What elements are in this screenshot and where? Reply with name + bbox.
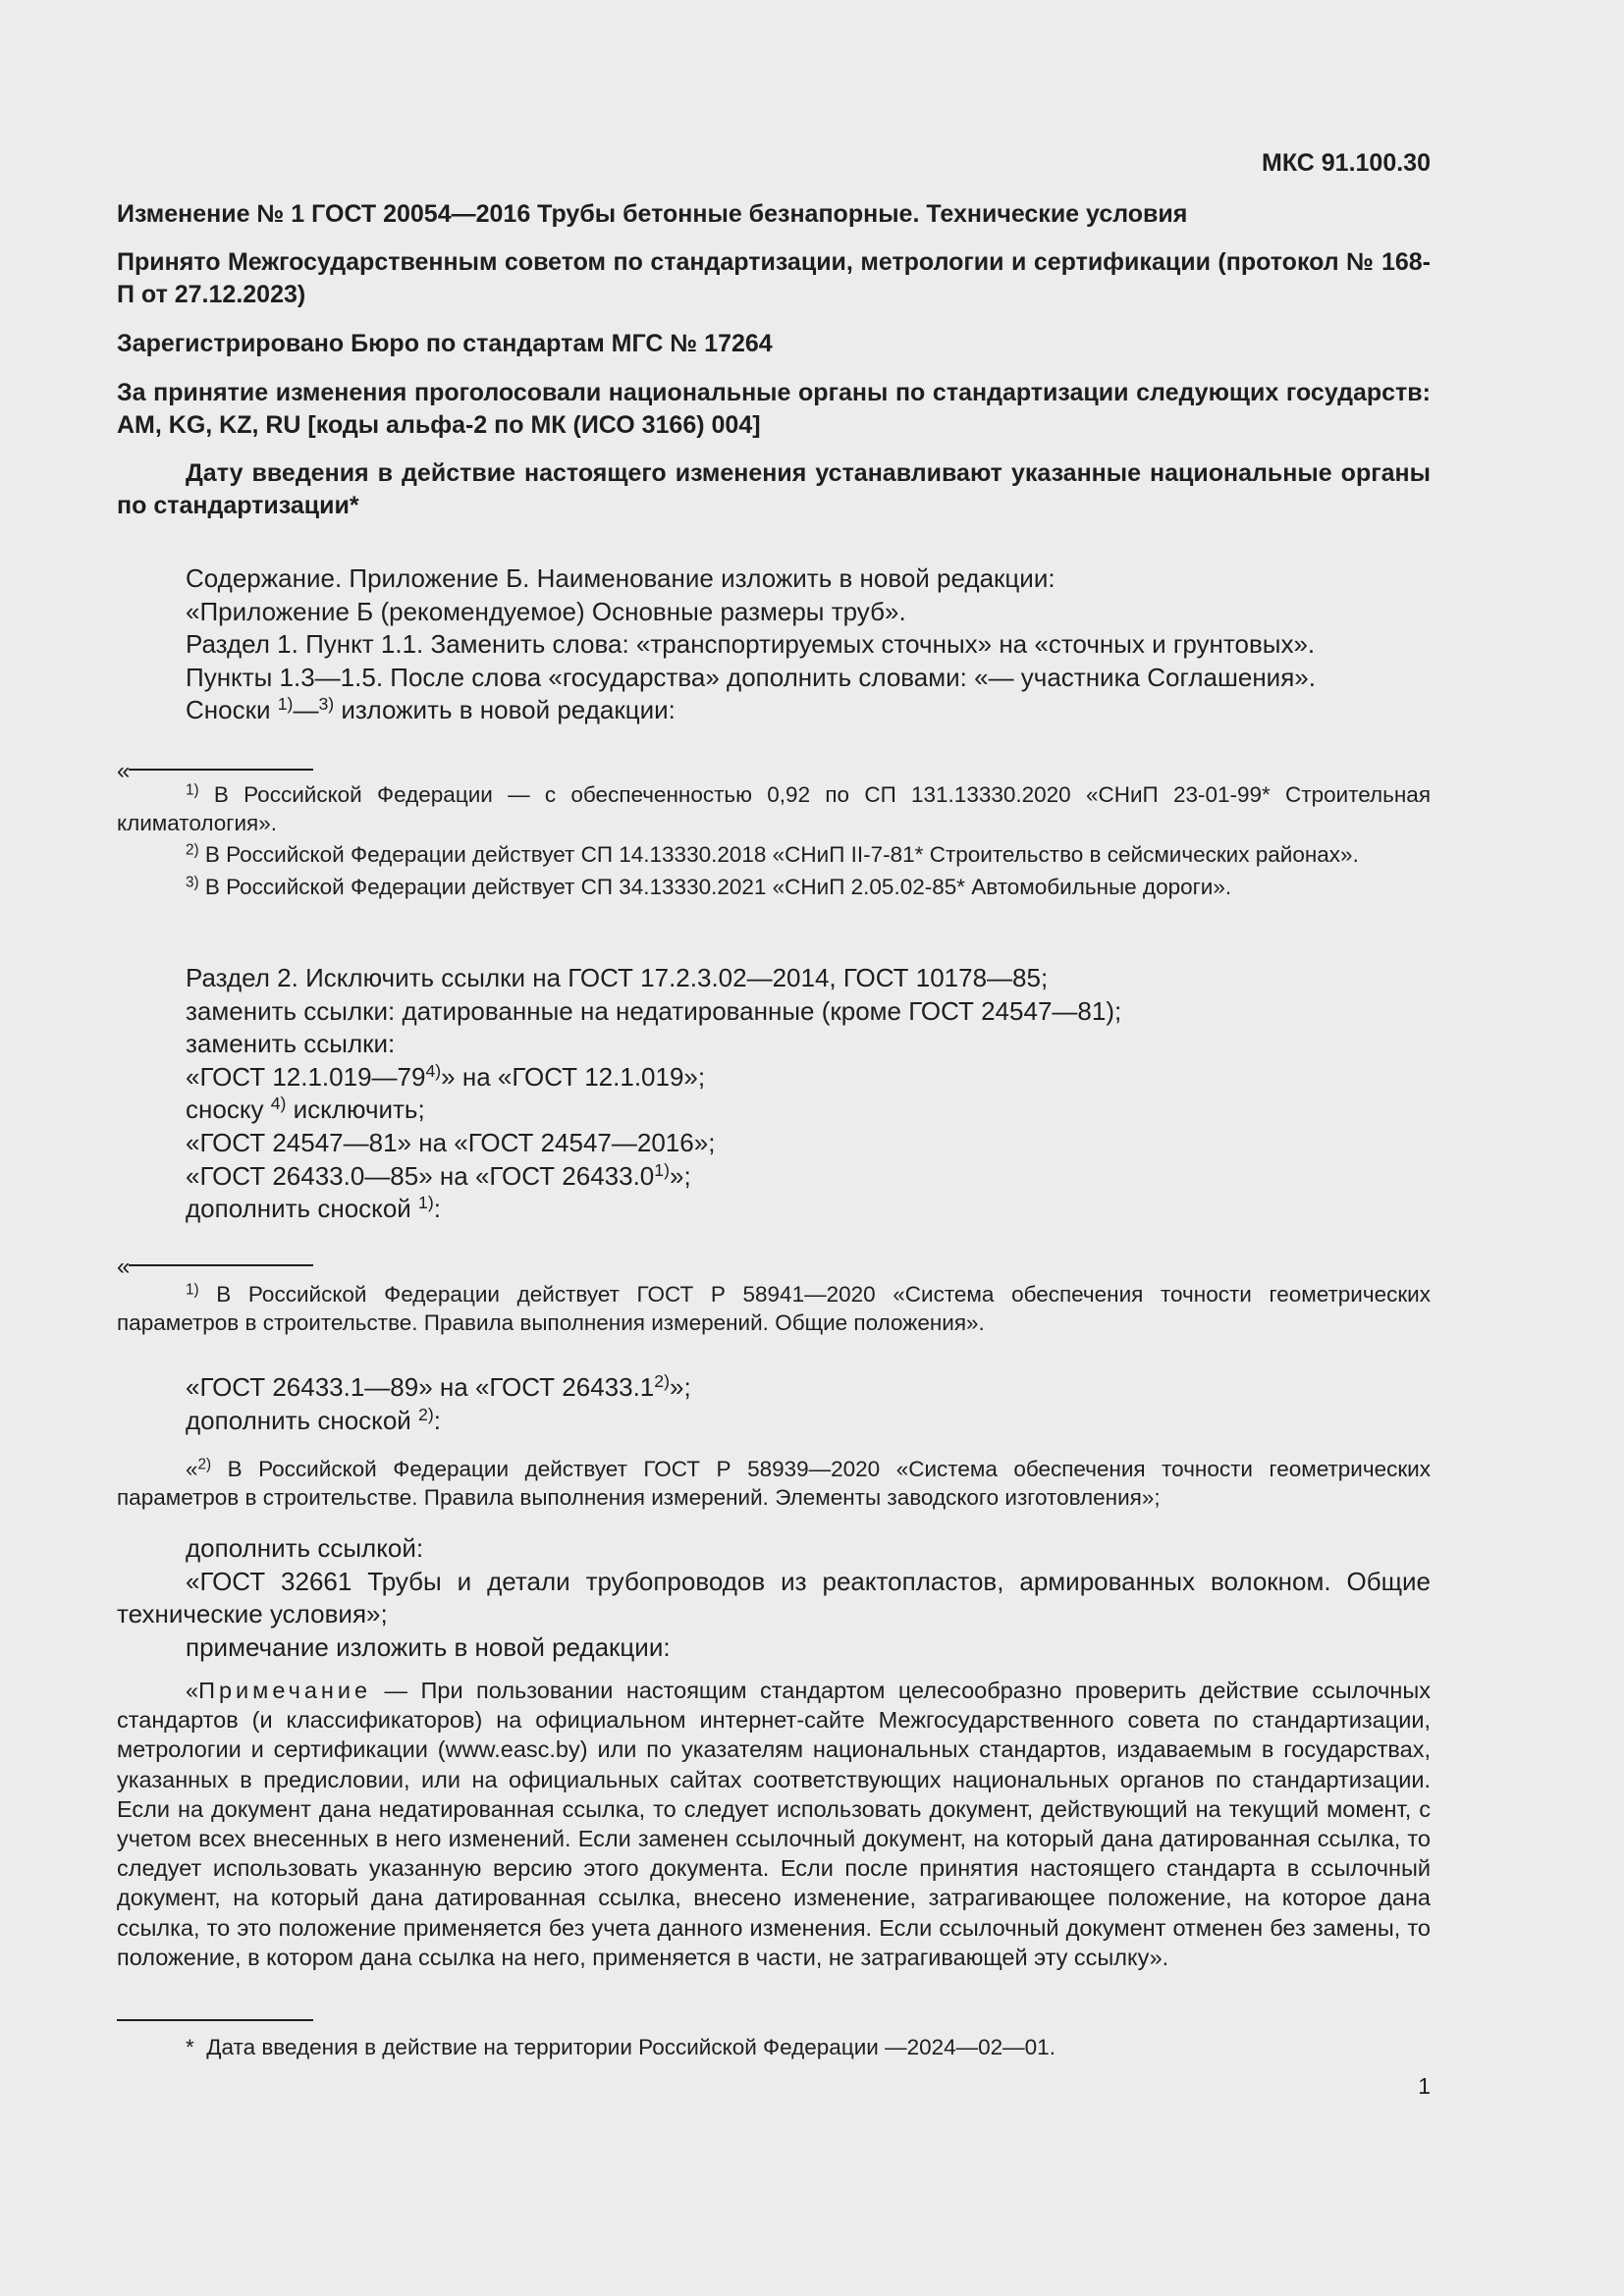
registration-statement: Зарегистрировано Бюро по стандартам МГС № 17264 xyxy=(117,330,773,357)
note-paragraph: «Примечание — При пользовании настоящим стандартом целесообразно проверить действие ссылочных стандартов (и классификаторов) на официальном интернет-сайте Межгосударственного совета по стандартизации, метрологии и сертификации (www.easc.by) или по указателям национальных стандартов, издаваемым в государствах, указанных в предисловии, или на официальных сайтах соответствующих национальных органов по стандартизации. Если на документ дана недатированная ссылка, то следует использовать документ, действующий на текущий момент, с учетом всех внесенных в него изменений. Если заменен ссылочный документ, на который дана датированная ссылка, то следует использовать указанную версию этого документа. Если после принятия настоящего стандарта в ссылочный документ, на который дана датированная ссылка, внесено изменение, затрагивающее положение, на которое дана ссылка, то это положение применяется без учета данного изменения. Если ссылочный документ отменен без замены, то положение, в котором дана ссылка на него, применяется в части, не затрагивающей эту ссылку». xyxy=(117,1678,1431,1970)
classification-code: МКС 91.100.30 xyxy=(1262,149,1431,177)
footnote-block-2 xyxy=(117,1281,1431,1337)
footnote-item: $^{1)}$ В Российской Федерации действует ГОСТ Р 58941—2020 «Система обеспечения точности геометрических параметров в строительстве. Правила выполнения измерений. Общие положения». xyxy=(117,1281,1431,1335)
content-line: Раздел 1. Пункт 1.1. Заменить слова: «транспортируемых сточных» на «сточных и грунтовых». xyxy=(186,629,1316,660)
footnote-separator xyxy=(129,1264,313,1266)
footnote-ref: 1) xyxy=(654,1159,670,1180)
section-reference-26433-1 xyxy=(117,1371,1431,1437)
content-line: Раздел 2. Исключить ссылки на ГОСТ 17.2.3.02—2014, ГОСТ 10178—85; xyxy=(186,963,1049,992)
footnote-ref: 2) xyxy=(418,1404,434,1424)
content-line: дополнить ссылкой: xyxy=(186,1533,424,1563)
amendment-title: Изменение № 1 ГОСТ 20054—2016 Трубы бетонные безнапорные. Технические условия xyxy=(117,200,1188,228)
footnote-item: $^{3)}$ В Российской Федерации действует СП 34.13330.2021 «СНиП 2.05.02-85* Автомобильные дороги». xyxy=(186,873,1232,899)
footnote-ref: 3) xyxy=(318,694,335,715)
footnote-item: «$^{2)}$ В Российской Федерации действует ГОСТ Р 58939—2020 «Система обеспечения точности геометрических параметров в строительстве. Правила выполнения измерений. Элементы заводского изготовления»; xyxy=(117,1456,1431,1510)
footnote-item: $^{2)}$ В Российской Федерации действует СП 14.13330.2018 «СНиП II-7-81* Строительство в сейсмических районах». xyxy=(186,841,1359,867)
content-line: «ГОСТ 12.1.019—79$^{4)}$» на «ГОСТ 12.1.019»; xyxy=(186,1060,706,1092)
footnote-separator xyxy=(129,769,313,771)
effective-date-footnote: * Дата введения в действие на территории Российской Федерации —2024—02—01. xyxy=(186,2035,1056,2059)
content-line: Сноски $^{1)}$—$^{3)}$ изложить в новой редакции: xyxy=(186,694,676,725)
content-line: «ГОСТ 32661 Трубы и детали трубопроводов из реактопластов, армированных волокном. Общие технические условия»; xyxy=(117,1566,1431,1629)
effective-date-statement: Дату введения в действие настоящего изменения устанавливают указанные национальные органы по стандартизации* xyxy=(117,459,1431,519)
content-line: дополнить сноской $^{2)}$: xyxy=(186,1404,441,1435)
footnote-ref: 4) xyxy=(270,1094,287,1114)
footnote-ref: 2) xyxy=(654,1371,670,1392)
footnote-ref: 1) xyxy=(418,1193,434,1213)
content-line: «ГОСТ 26433.0—85» на «ГОСТ 26433.0$^{1)}$»; xyxy=(186,1159,691,1191)
content-line: заменить ссылки: датированные на недатированные (кроме ГОСТ 24547—81); xyxy=(186,995,1122,1026)
section-references-changes xyxy=(117,962,1431,1226)
footnote-ref: 4) xyxy=(425,1060,442,1081)
content-line: заменить ссылки: xyxy=(186,1029,396,1059)
section-add-reference xyxy=(117,1532,1431,1664)
content-line: дополнить сноской $^{1)}$: xyxy=(186,1193,441,1224)
footnote-item: $^{1)}$ В Российской Федерации — с обеспеченностью 0,92 по СП 131.13330.2020 «СНиП 23-01-99* Строительная климатология». xyxy=(117,781,1431,835)
content-line: примечание изложить в новой редакции: xyxy=(186,1631,671,1662)
content-line: «Приложение Б (рекомендуемое) Основные размеры труб». xyxy=(186,596,906,626)
content-line: сноску $^{4)}$ исключить; xyxy=(186,1094,425,1125)
adoption-statement: Принято Межгосударственным советом по стандартизации, метрологии и сертификации (протокол № 168-П от 27.12.2023) xyxy=(117,248,1431,308)
footnote-block-3 xyxy=(117,1456,1431,1512)
content-line: «ГОСТ 24547—81» на «ГОСТ 24547—2016»; xyxy=(186,1127,716,1157)
section-content-changes xyxy=(117,562,1431,727)
footnote-separator xyxy=(117,2019,313,2021)
content-line: Пункты 1.3—1.5. После слова «государства» дополнить словами: «— участника Соглашения». xyxy=(186,662,1316,692)
quote-mark: « xyxy=(117,1254,131,1280)
content-line: Содержание. Приложение Б. Наименование изложить в новой редакции: xyxy=(186,563,1056,593)
footnotes-block-1 xyxy=(117,781,1431,901)
voting-statement: За принятие изменения проголосовали национальные органы по стандартизации следующих государств: AM, KG, KZ, RU [коды альфа-2 по МК (ИСО 3166) 004] xyxy=(117,379,1431,439)
page-number: 1 xyxy=(1418,2073,1431,2099)
footnote-ref: 1) xyxy=(277,694,294,715)
quote-mark: « xyxy=(117,758,131,784)
note-label: Примечание xyxy=(198,1678,372,1703)
content-line: «ГОСТ 26433.1—89» на «ГОСТ 26433.1$^{2)}$»; xyxy=(186,1371,691,1402)
